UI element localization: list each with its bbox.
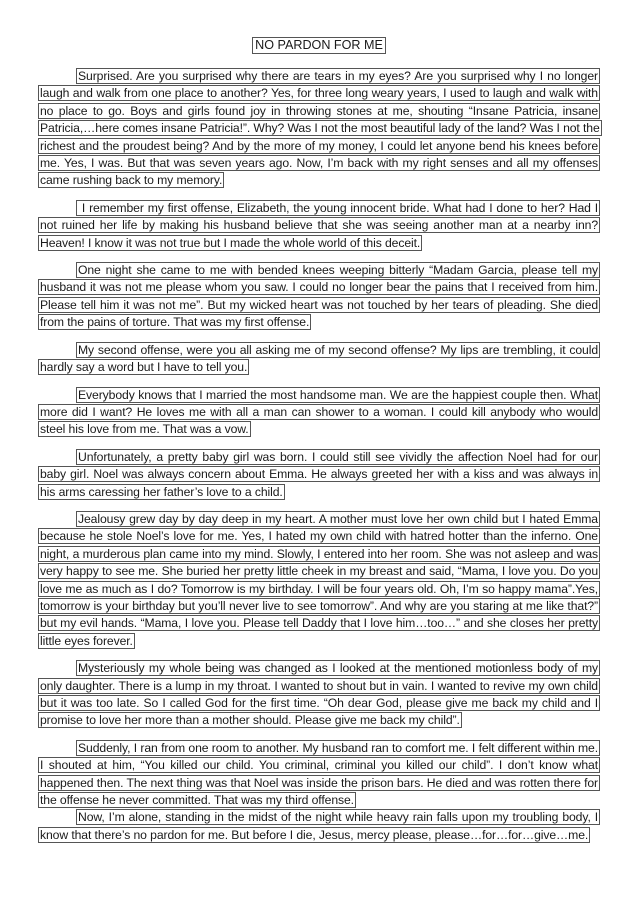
document-title: NO PARDON FOR ME	[252, 37, 386, 54]
paragraph-10	[38, 809, 600, 844]
paragraph-text: My second offense, were you all asking me of my second offense? My lips are trembling, it could hardly say a word but I have to tell you.	[40, 342, 598, 375]
paragraph-text: Suddenly, I ran from one room to another. My husband ran to comfort me. I felt different within me. I shouted at him, “You killed our child. You criminal, criminal you killed our child”. I don’t know what happened then. The next thing was that Noel was inside the prison bars. He died and was rotten there for the offense he never committed. That was my third offense.	[40, 740, 598, 808]
paragraph-text: Everybody knows that I married the most handsome man. We are the happiest couple then. What more did I want? He loves me with all a man can shower to a woman. I could kill anybody who would steel his love from me. That was a vow.	[40, 387, 598, 437]
paragraph-7	[38, 511, 600, 650]
paragraph-5	[38, 387, 600, 439]
paragraph-4	[38, 342, 600, 377]
title-row	[38, 36, 600, 54]
paragraph-text: Surprised. Are you surprised why there are tears in my eyes? Are you surprised why I no longer laugh and walk from one place to another? Yes, for three long weary years, I used to laugh and walk with no place to go. Boys and girls found joy in throwing stones at me, shouting “Insane Patricia, insane Patricia,…here comes insane Patricia!”. Why? Was I not the most beautiful lady of the land? Was I not the richest and the proudest being? And by the more of my money, I could let anyone bend his knees before me. Yes, I was. But that was seven years ago. Now, I’m back with my right senses and all my offenses came rushing back to my memory.	[40, 69, 600, 188]
document-page	[38, 36, 600, 854]
paragraph-text: Now, I’m alone, standing in the midst of the night while heavy rain falls upon my troubling body, I know that there’s no pardon for me. But before I die, Jesus, mercy please, please…for…for…give…me.	[40, 810, 598, 842]
paragraph-1	[38, 68, 600, 190]
paragraph-8	[38, 660, 600, 730]
paragraph-9	[38, 740, 600, 810]
paragraph-2	[38, 200, 600, 252]
paragraph-text: Jealousy grew day by day deep in my heart. A mother must love her own child but I hated Emma because he stole Noel’s love for me. Yes, I hated my own child with hatred hotter than the inferno. One night, a murderous plan came into my mind. Slowly, I entered into her room. She was not asleep and was very happy to see me. She buried her pretty little cheek in my breast and said, “Mama, I love you. Do you love me as much as I do? Tomorrow is my birthday. I will be four years old. Oh, I’m so happy mama”.Yes, tomorrow is your birthday but you’ll never live to see tomorrow”. And why are you staring at me like that?” but my evil hands. “Mama, I love you. Please tell Daddy that I love him…too…” and she closes her pretty little eyes forever.	[40, 511, 598, 648]
paragraph-text: I remember my first offense, Elizabeth, the young innocent bride. What had I done to her? Had I not ruined her life by making his husband believe that she was seeing another man at a nearby inn? Heaven! I know it was not true but I made the whole world of this deceit.	[40, 200, 598, 250]
paragraph-3	[38, 262, 600, 332]
paragraph-text: Mysteriously my whole being was changed as I looked at the mentioned motionless body of my only daughter. There is a lump in my throat. I wanted to shout but in vain. I wanted to revive my own child but it was too late. So I called God for the first time. “Oh dear God, please give me back my child and I promise to love her more than a mother should. Please give me back my child”.	[40, 661, 598, 728]
paragraph-text: One night she came to me with bended knees weeping bitterly “Madam Garcia, please tell my husband it was not me please whom you saw. I could no longer bear the pains that I received from him. Please tell him it was not me”. But my wicked heart was not touched by her tears of pleading. She died from the pains of torture. That was my first offense.	[40, 263, 598, 330]
paragraph-text: Unfortunately, a pretty baby girl was born. I could still see vividly the affection Noel had for our baby girl. Noel was always concern about Emma. He always greeted her with a kiss and was always in his arms caressing her father’s love to a child.	[40, 449, 598, 499]
paragraph-6	[38, 449, 600, 501]
